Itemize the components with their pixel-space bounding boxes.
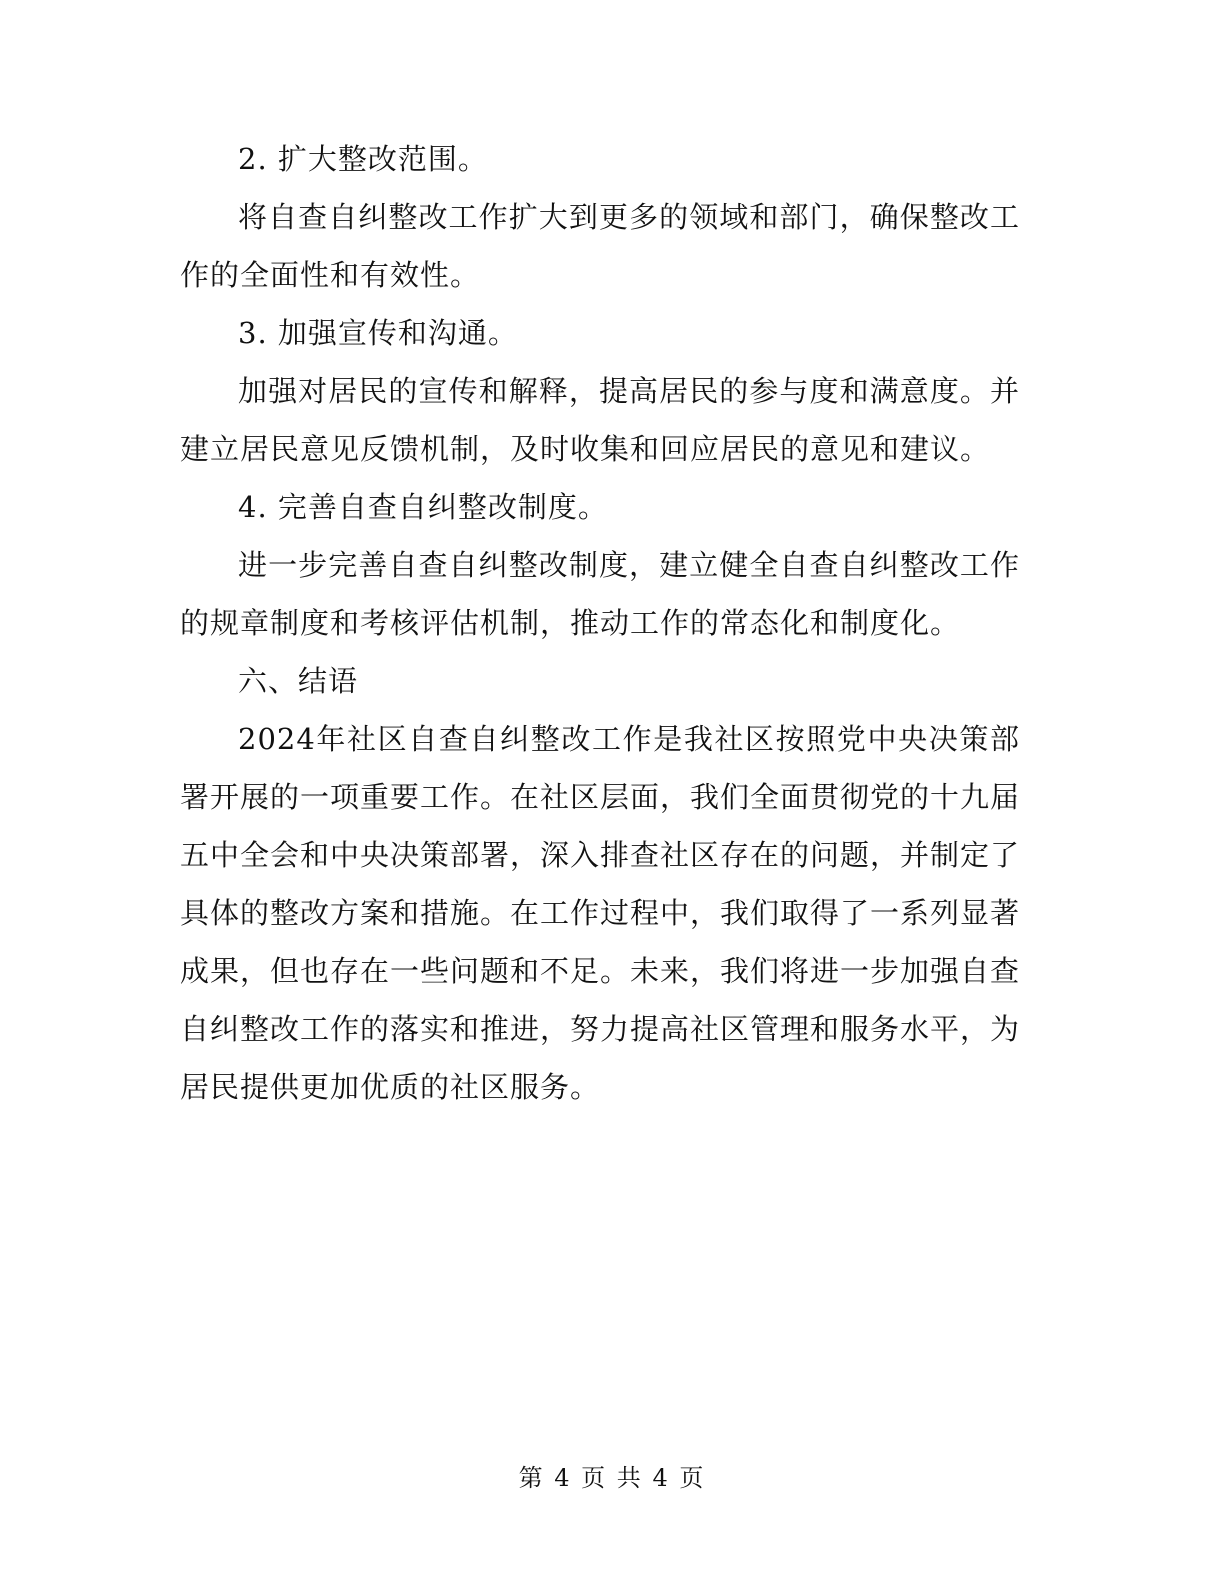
paragraph-publicity-communication: 加强对居民的宣传和解释，提高居民的参与度和满意度。并建立居民意见反馈机制，及时收集和回应居民的意见和建议。	[180, 374, 1020, 466]
paragraph-improve-system: 进一步完善自查自纠整改制度，建立健全自查自纠整改工作的规章制度和考核评估机制，推动工作的常态化和制度化。	[180, 548, 1020, 640]
document-body	[180, 130, 1020, 1116]
heading-publicity-communication: 3. 加强宣传和沟通。	[238, 316, 518, 350]
page-footer: 第 4 页 共 4 页	[518, 1464, 706, 1492]
paragraph-conclusion: 2024年社区自查自纠整改工作是我社区按照党中央决策部署开展的一项重要工作。在社区层面，我们全面贯彻党的十九届五中全会和中央决策部署，深入排查社区存在的问题，并制定了具体的整改方案和措施。在工作过程中，我们取得了一系列显著成果，但也存在一些问题和不足。未来，我们将进一步加强自查自纠整改工作的落实和推进，努力提高社区管理和服务水平，为居民提供更加优质的社区服务。	[180, 722, 1021, 1104]
heading-improve-system: 4. 完善自查自纠整改制度。	[238, 490, 608, 524]
paragraph-expand-scope: 将自查自纠整改工作扩大到更多的领域和部门，确保整改工作的全面性和有效性。	[180, 200, 1020, 292]
heading-conclusion: 六、结语	[238, 664, 359, 698]
heading-expand-scope: 2. 扩大整改范围。	[238, 142, 488, 176]
